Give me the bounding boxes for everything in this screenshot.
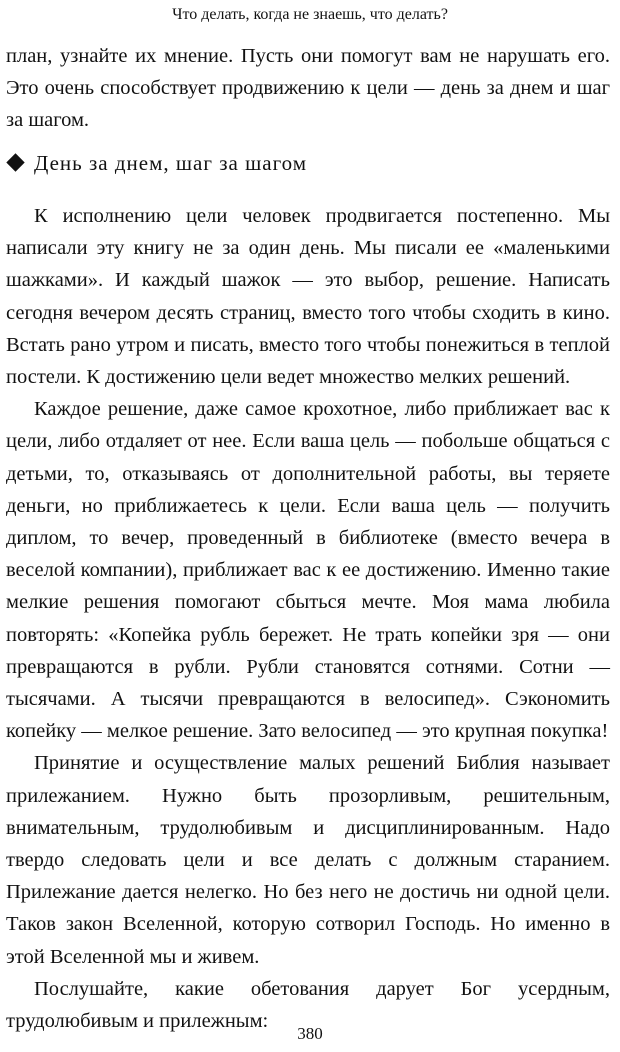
diamond-bullet-icon bbox=[6, 153, 24, 171]
body-paragraph: Послушайте, какие обетования дарует Бог усердным, трудолюбивым и прилежным: bbox=[6, 977, 610, 1033]
body-text-block bbox=[6, 200, 610, 1037]
section-heading bbox=[6, 148, 610, 178]
body-paragraph: Принятие и осуществление малых решений Библия называет прилежанием. Нужно быть прозорливым, решительным, внимательным, трудолюбивым и дисциплинированным. Надо твердо следовать цели и все делать с должным старанием. Прилежание дается нелегко. Но без него не достичь ни одной цели. Таков закон Вселенной, которую сотворил Господь. Но именно в этой Вселенной мы и живем. bbox=[6, 752, 610, 968]
running-head: Что делать, когда не знаешь, что делать? bbox=[172, 6, 448, 23]
body-paragraph: Каждое решение, даже самое крохотное, либо приближает вас к цели, либо отдаляет от нее. Если ваша цель — побольше общаться с детьми, то, отказываясь от дополнительной работы, вы теряете деньги, но приближаетесь к цели. Если ваша цель — получить диплом, то вечер, проведенный в библиотеке (вместо вечера в веселой компании), приближает вас к ее достижению. Именно такие мелкие решения помогают сбыться мечте. Моя мама любила повторять: «Копейка рубль бережет. Не трать копейки зря — они превращаются в рубли. Рубли становятся сотнями. Сотни — тысячами. А тысячи превращаются в велосипед». Сэкономить копейку — мелкое решение. Зато велосипед — это крупная покупка! bbox=[6, 398, 610, 743]
page-number: 380 bbox=[297, 1024, 323, 1043]
intro-paragraph: план, узнайте их мнение. Пусть они помогут вам не нарушать его. Это очень способствует продвижению к цели — день за днем и шаг за шагом. bbox=[6, 45, 610, 132]
intro-text-block bbox=[6, 40, 610, 137]
body-paragraph: К исполнению цели человек продвигается постепенно. Мы написали эту книгу не за один день. Мы писали ее «маленькими шажками». И каждый шажок — это выбор, решение. Написать сегодня вечером десять страниц, вместо того чтобы сходить в кино. Встать рано утром и писать, вместо того чтобы понежиться в теплой постели. К достижению цели ведет множество мелких решений. bbox=[6, 205, 610, 389]
section-heading-text: День за днем, шаг за шагом bbox=[34, 151, 308, 175]
